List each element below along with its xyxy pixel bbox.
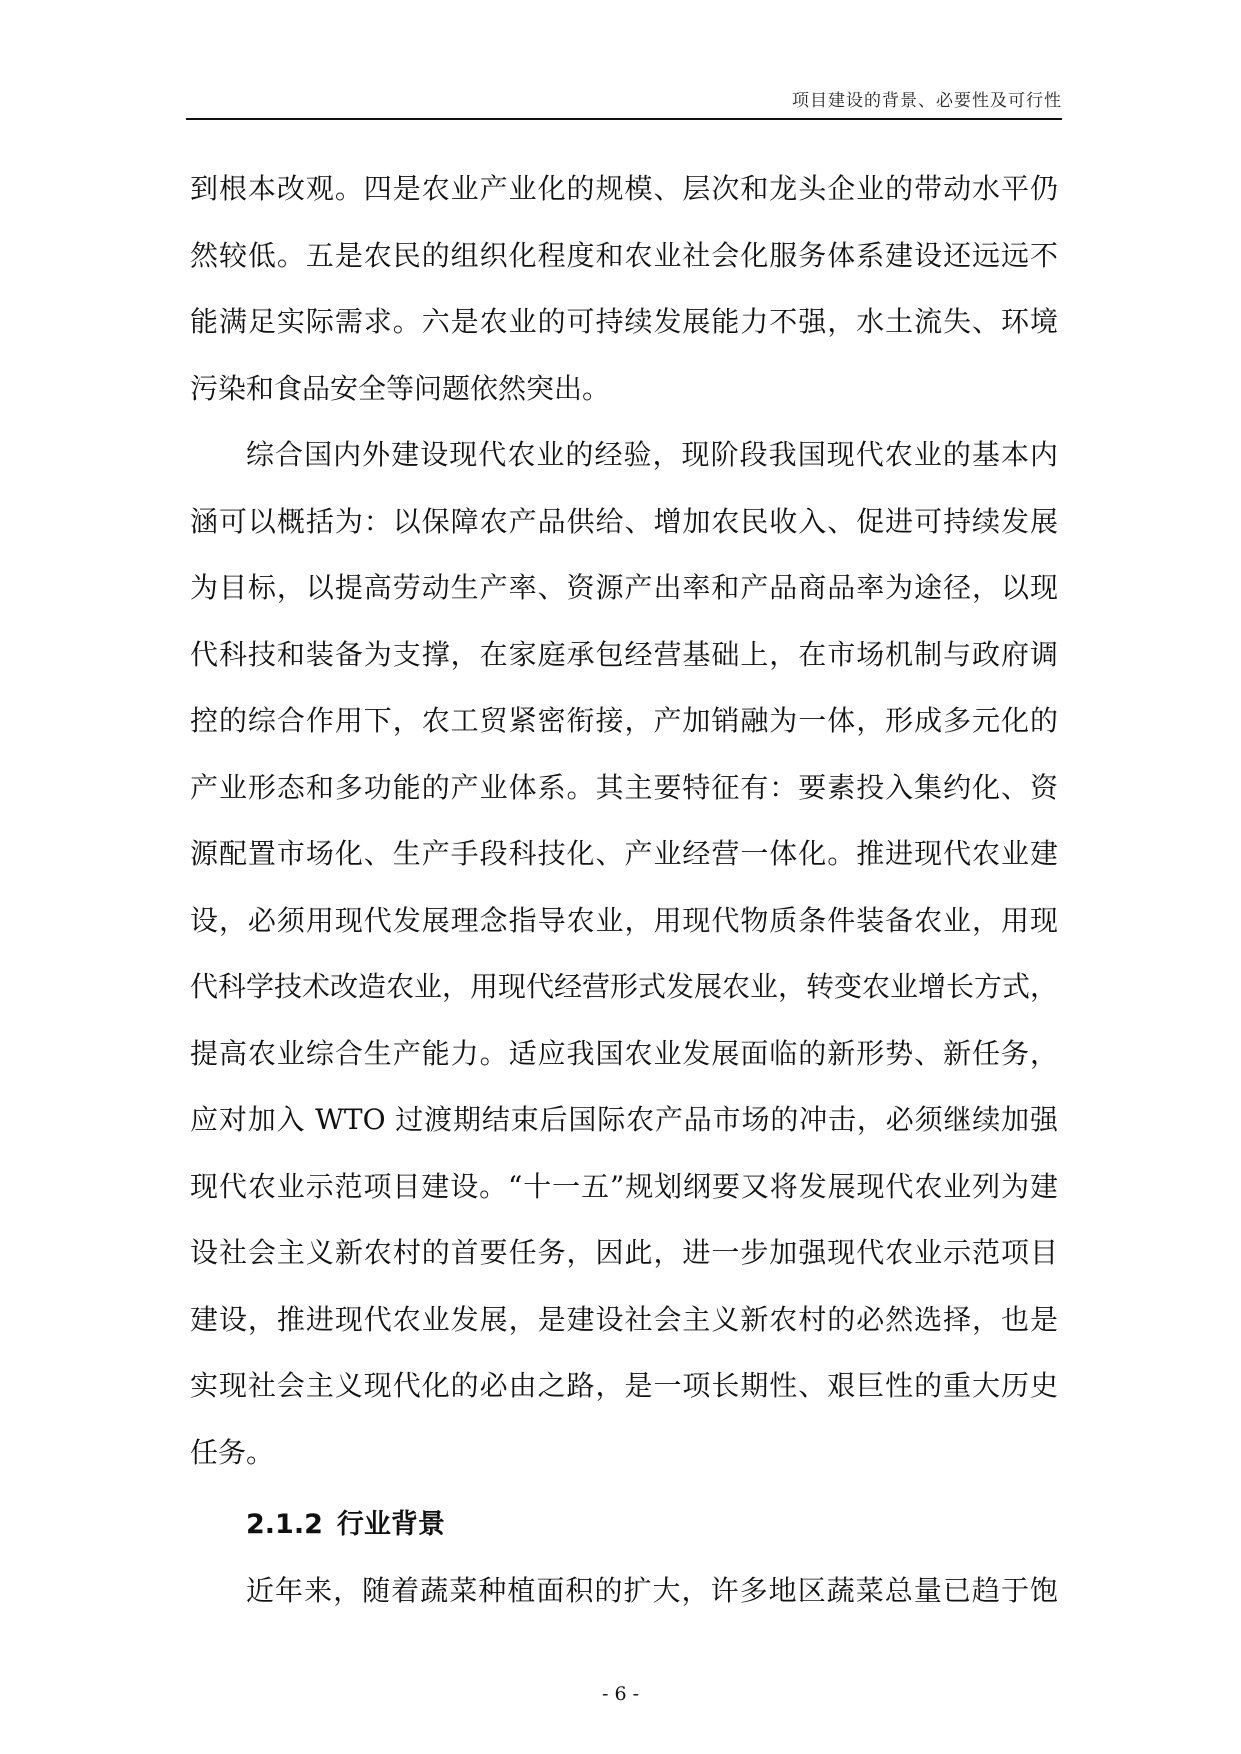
text-line: 污染和食品安全等问题依然突出。 bbox=[190, 371, 611, 405]
text-line: 任务。 bbox=[190, 1435, 275, 1469]
text-line: 近年来，随着蔬菜种植面积的扩大，许多地区蔬菜总量已趋于饱 bbox=[246, 1574, 1058, 1607]
section-heading bbox=[190, 1492, 1058, 1558]
text-line: 为目标，以提高劳动生产率、资源产出率和产品商品率为途径，以现 bbox=[190, 571, 1058, 604]
text-line: 能满足实际需求。六是农业的可持续发展能力不强，水土流失、环境 bbox=[190, 305, 1058, 338]
paragraph-2 bbox=[190, 422, 1058, 1486]
text-line: 提高农业综合生产能力。适应我国农业发展面临的新形势、新任务， bbox=[190, 1036, 1058, 1070]
document-body bbox=[190, 156, 1058, 1625]
text-line: 实现社会主义现代化的必由之路，是一项长期性、艰巨性的重大历史 bbox=[190, 1369, 1058, 1402]
section-title: 行业背景 bbox=[336, 1509, 445, 1540]
text-line: 源配置市场化、生产手段科技化、产业经营一体化。推进现代农业建 bbox=[190, 837, 1058, 870]
section-number: 2.1.2 bbox=[246, 1509, 323, 1540]
text-line: 控的综合作用下，农工贸紧密衔接，产加销融为一体，形成多元化的 bbox=[190, 704, 1058, 737]
text-line: 设，必须用现代发展理念指导农业，用现代物质条件装备农业，用现 bbox=[190, 903, 1058, 937]
text-line: 设社会主义新农村的首要任务，因此，进一步加强现代农业示范项目 bbox=[190, 1236, 1058, 1269]
text-line: 到根本改观。四是农业产业化的规模、层次和龙头企业的带动水平仍 bbox=[190, 172, 1058, 205]
text-line: 综合国内外建设现代农业的经验，现阶段我国现代农业的基本内 bbox=[246, 438, 1058, 471]
paragraph-3 bbox=[190, 1558, 1058, 1625]
text-line: 涵可以概括为：以保障农产品供给、增加农民收入、促进可持续发展 bbox=[190, 504, 1058, 538]
text-line: 现代农业示范项目建设。“十一五”规划纲要又将发展现代农业列为建 bbox=[190, 1169, 1058, 1203]
text-line: 然较低。五是农民的组织化程度和农业社会化服务体系建设还远远不 bbox=[190, 238, 1058, 272]
running-header: 项目建设的背景、必要性及可行性 bbox=[792, 91, 1062, 111]
page-number: - 6 - bbox=[601, 1683, 639, 1705]
text-line: 代科技和装备为支撑，在家庭承包经营基础上，在市场机制与政府调 bbox=[190, 637, 1058, 671]
text-line: 代科学技术改造农业，用现代经营形式发展农业，转变农业增长方式， bbox=[190, 970, 1059, 1003]
text-line: 产业形态和多功能的产业体系。其主要特征有：要素投入集约化、资 bbox=[190, 770, 1058, 804]
text-line: 应对加入 WTO 过渡期结束后国际农产品市场的冲击，必须继续加强 bbox=[190, 1103, 1058, 1136]
header-rule bbox=[186, 118, 1062, 120]
text-line: 建设，推进现代农业发展，是建设社会主义新农村的必然选择，也是 bbox=[190, 1302, 1058, 1336]
paragraph-1 bbox=[190, 156, 1058, 422]
